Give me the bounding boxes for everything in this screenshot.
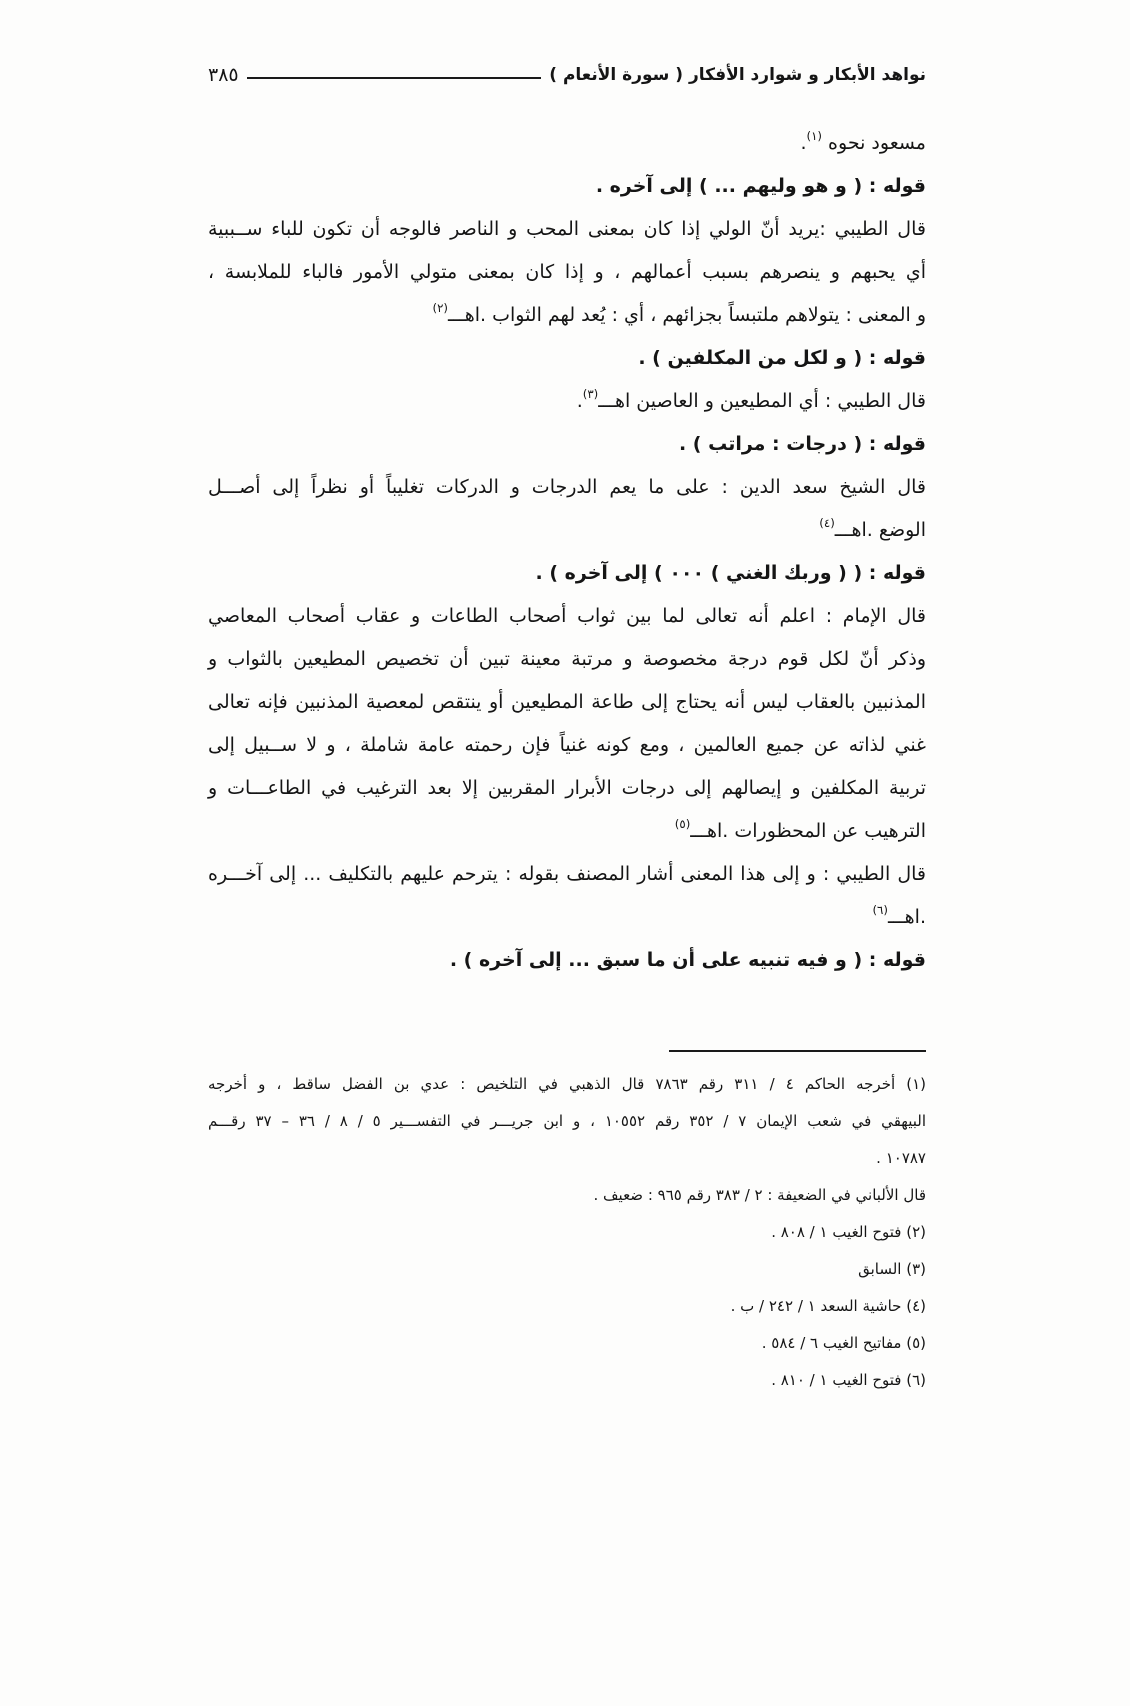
body-line-text: قال الطيبي : و إلى هذا المعنى أشار المصنف بقوله : يترحم عليهم بالتكليف ... إلى آخـــره (208, 863, 926, 885)
footnote-line: (٤) حاشية السعد ١ / ٢٤٢ / ب . (730, 1297, 926, 1315)
body-line-text: .اهـــ (887, 906, 926, 928)
body-line-text: وذكر أنّ لكل قوم درجة مخصوصة و مرتبة معينة تبين أن تخصيص المطيعين بالثواب و (208, 648, 926, 670)
body-line (208, 466, 926, 509)
heading-text: قوله : ( ( وربك الغني ) ٠٠٠ ) إلى آخره ) . (535, 562, 926, 584)
body-line-text: قال الإمام : اعلم أنه تعالى لما بين ثواب أصحاب الطاعات و عقاب أصحاب المعاصي (208, 605, 926, 627)
body-line-text: الوضع .اهـــ (834, 519, 926, 541)
footnote-marker: (٥) (674, 817, 691, 832)
body-line-text: أي يحبهم و ينصرهم بسبب أعمالهم ، و إذا كان بمعنى متولي الأمور فالباء للملابسة ، (208, 261, 926, 283)
heading-line (208, 423, 926, 466)
footnote-marker: (٢) (432, 301, 449, 316)
body-line (208, 208, 926, 251)
footnote-line: قال الألباني في الضعيفة : ٢ / ٣٨٣ رقم ٩٦٥ : ضعيف . (593, 1186, 926, 1204)
body-line-text: الترهيب عن المحظورات .اهـــ (690, 820, 926, 842)
body-line-tail: . (576, 390, 583, 412)
footnote-line: (٢) فتوح الغيب ١ / ٨٠٨ . (771, 1223, 926, 1241)
heading-line (208, 552, 926, 595)
running-header (208, 60, 926, 90)
footnote-marker: (٦) (872, 903, 888, 918)
heading-text: قوله : ( و لكل من المكلفين ) . (638, 347, 926, 369)
body-line-text: قال الشيخ سعد الدين : على ما يعم الدرجات و الدركات تغليباً أو نظراً إلى أصـــل (208, 476, 926, 498)
body-line (208, 380, 926, 423)
footnote-marker: (١) (806, 129, 823, 144)
body-line-text: مسعود نحوه (822, 132, 926, 154)
body-line-text: تربية المكلفين و إيصالهم إلى درجات الأبرار المقربين إلا بعد الترغيب في الطاعـــات و (208, 777, 926, 799)
body-line-tail: . (800, 132, 807, 154)
body-line-text: غني لذاته عن جميع العالمين ، ومع كونه غنياً فإن رحمته عامة شاملة ، و لا ســبيل إلى (208, 734, 926, 756)
heading-line (208, 337, 926, 380)
body-line-text: قال الطيبي :يريد أنّ الولي إذا كان بمعنى المحب و الناصر فالوجه أن تكون للباء ســببية (208, 218, 926, 240)
heading-text: قوله : ( و فيه تنبيه على أن ما سبق ... إلى آخره ) . (449, 949, 926, 971)
body-line (208, 681, 926, 724)
body-line-text: قال الطيبي : أي المطيعين و العاصين اهـــ (598, 390, 926, 412)
heading-line (208, 165, 926, 208)
footnote-line: البيهقي في شعب الإيمان ٧ / ٣٥٢ رقم ١٠٥٥٢ ، و ابن جريـــر في التفســـير ٥ / ٨ / ٣٦ – ٣٧ رقـــم (208, 1112, 926, 1130)
body-line (208, 724, 926, 767)
page-number: ٣٨٥ (208, 64, 239, 86)
footnote-marker: (٤) (819, 516, 835, 531)
heading-text: قوله : ( و هو وليهم ... ) إلى آخره . (595, 175, 926, 197)
page-column (208, 0, 926, 1399)
body-line (208, 896, 926, 939)
heading-line (208, 939, 926, 982)
body-line (208, 122, 926, 165)
body-line (208, 509, 926, 552)
body-line (208, 810, 926, 853)
body-line (208, 294, 926, 337)
footnote-marker: (٣) (582, 387, 599, 402)
footnote-separator (669, 1050, 926, 1052)
footnotes (208, 1066, 926, 1399)
footnote-line: ١٠٧٨٧ . (876, 1149, 926, 1167)
header-title: نواهد الأبكار و شوارد الأفكار ( سورة الأنعام ) (549, 65, 926, 85)
main-text (208, 122, 926, 982)
footnote-line: (١) أخرجه الحاكم ٤ / ٣١١ رقم ٧٨٦٣ قال الذهبي في التلخيص : عدي بن الفضل ساقط ، و أخرجه (208, 1075, 927, 1093)
body-line-text: و المعنى : يتولاهم ملتبساً بجزائهم ، أي : يُعد لهم الثواب .اهـــ (448, 304, 926, 326)
footnote-line: (٥) مفاتيح الغيب ٦ / ٥٨٤ . (761, 1334, 926, 1352)
heading-text: قوله : ( درجات : مراتب ) . (678, 433, 926, 455)
header-rule (247, 77, 542, 79)
footnote-line: (٣) السابق (858, 1260, 926, 1278)
body-line (208, 767, 926, 810)
body-line-text: المذنبين بالعقاب ليس أنه يحتاج إلى طاعة المطيعين أو ينتقص لمعصية المذنبين فإنه تعالى (208, 691, 926, 713)
footnote-line: (٦) فتوح الغيب ١ / ٨١٠ . (771, 1371, 926, 1389)
body-line (208, 595, 926, 638)
body-line (208, 251, 926, 294)
body-line (208, 638, 926, 681)
body-line (208, 853, 926, 896)
